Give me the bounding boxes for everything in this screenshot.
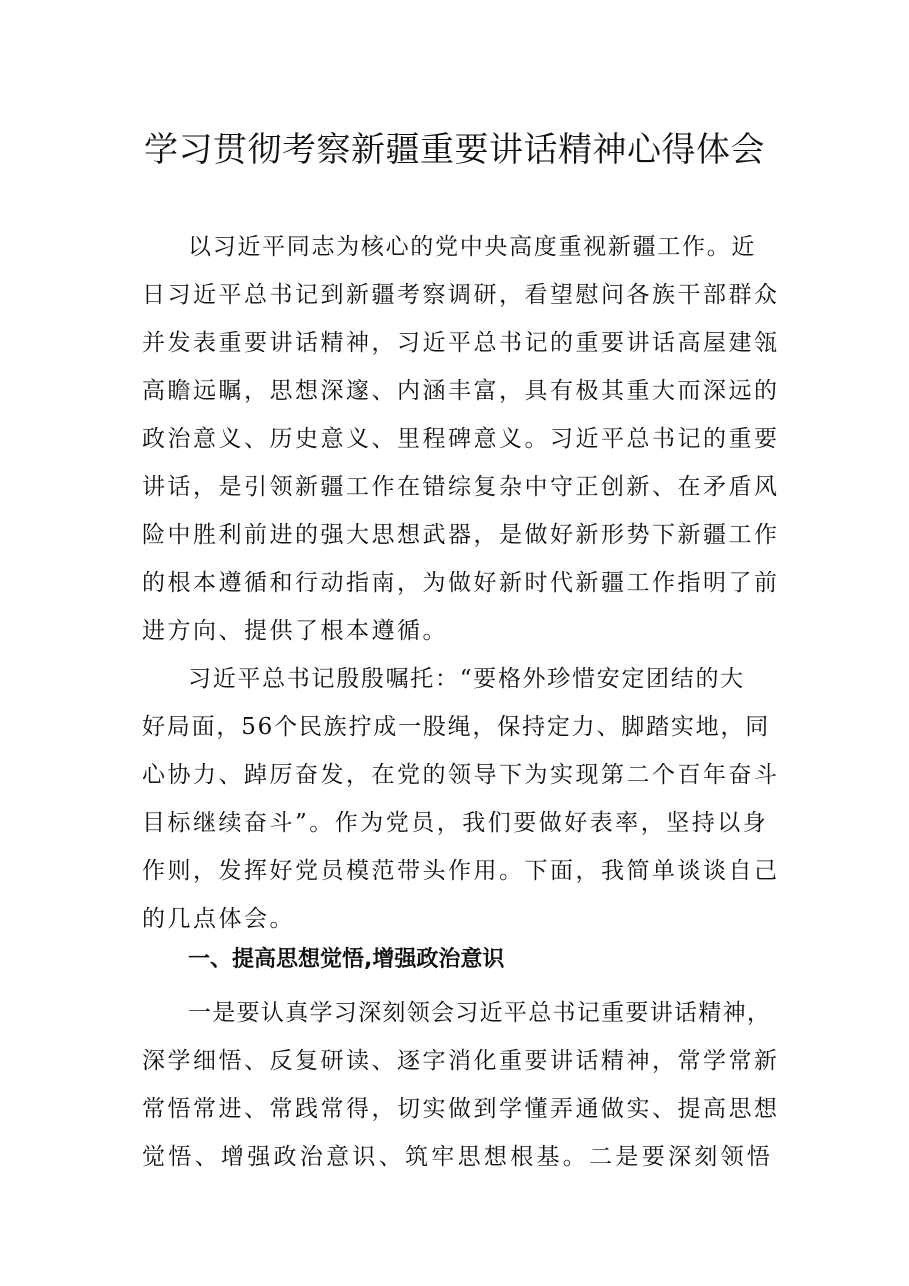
paragraph-line: 习近平总书记殷殷嘱托：“要格外珍惜安定团结的大 bbox=[188, 666, 745, 692]
paragraph-line: 心协力、踔厉奋发，在党的领导下为实现第二个百年奋斗 bbox=[142, 762, 780, 788]
paragraph-line: 日习近平总书记到新疆考察调研，看望慰问各族干部群众 bbox=[142, 282, 780, 308]
section-heading: 一、提高思想觉悟,增强政治意识 bbox=[188, 947, 505, 972]
paragraph-line: 好局面，56个民族拧成一股绳，保持定力、脚踏实地，同 bbox=[142, 714, 771, 740]
paragraph-line: 的几点体会。 bbox=[142, 906, 295, 932]
paragraph-line: 进方向、提供了根本遵循。 bbox=[142, 618, 448, 644]
paragraph-line: 目标继续奋斗”。作为党员，我们要做好表率，坚持以身 bbox=[142, 810, 769, 836]
paragraph-line: 高瞻远瞩，思想深邃、内涵丰富，具有极其重大而深远的 bbox=[142, 378, 780, 404]
paragraph-line: 以习近平同志为核心的党中央高度重视新疆工作。近 bbox=[188, 234, 757, 260]
paragraph-line: 政治意义、历史意义、里程碑意义。习近平总书记的重要 bbox=[142, 426, 780, 452]
paragraph-line: 作则，发挥好党员模范带头作用。下面，我简单谈谈自己 bbox=[142, 858, 780, 884]
paragraph-line: 深学细悟、反复研读、逐字消化重要讲话精神，常学常新 bbox=[142, 1048, 780, 1074]
paragraph-line: 并发表重要讲话精神，习近平总书记的重要讲话高屋建瓴 bbox=[142, 330, 780, 356]
paragraph-line: 一是要认真学习深刻领会习近平总书记重要讲话精神， bbox=[188, 1000, 772, 1026]
document-title: 学习贯彻考察新疆重要讲话精神心得体会 bbox=[144, 130, 765, 170]
paragraph-line: 讲话，是引领新疆工作在错综复杂中守正创新、在矛盾风 bbox=[142, 474, 780, 500]
paragraph-line: 常悟常进、常践常得，切实做到学懂弄通做实、提高思想 bbox=[142, 1096, 780, 1122]
paragraph-line: 险中胜利前进的强大思想武器，是做好新形势下新疆工作 bbox=[142, 522, 780, 548]
paragraph-line: 觉悟、增强政治意识、筑牢思想根基。二是要深刻领悟 bbox=[142, 1144, 774, 1170]
paragraph-line: 的根本遵循和行动指南，为做好新时代新疆工作指明了前 bbox=[142, 570, 780, 596]
